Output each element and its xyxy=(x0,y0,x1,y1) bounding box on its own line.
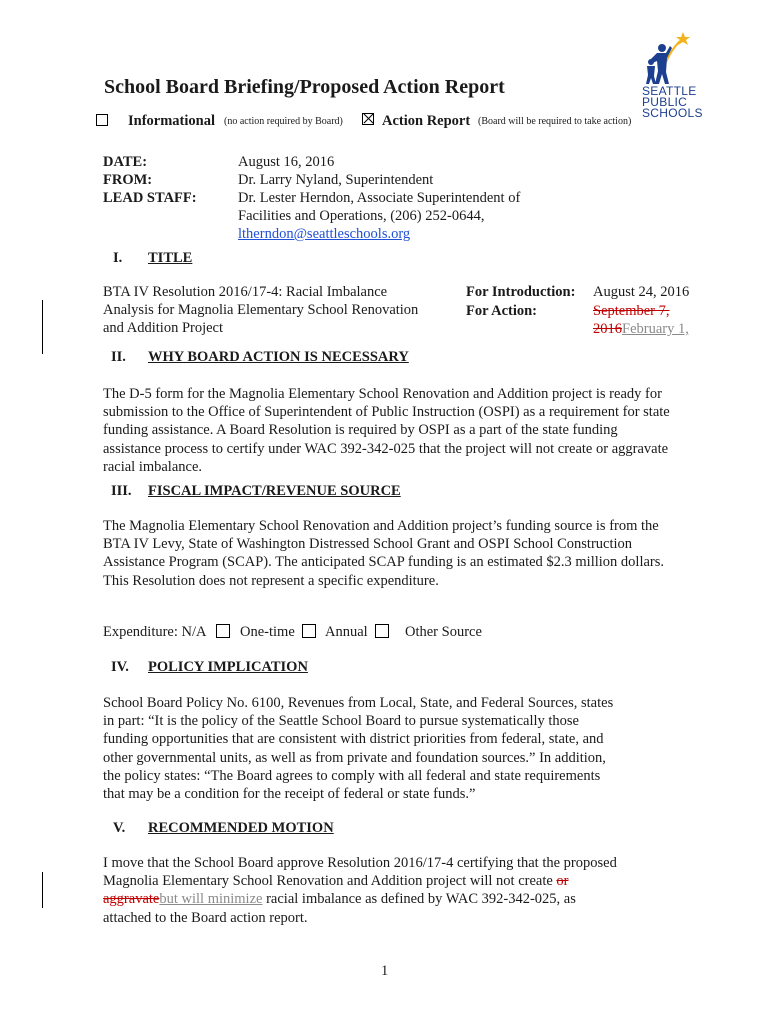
section-1-heading: TITLE xyxy=(148,250,193,266)
change-bar xyxy=(42,300,43,354)
from-label: FROM: xyxy=(103,172,153,188)
informational-note: (no action required by Board) xyxy=(224,116,343,127)
section-4-number: IV. xyxy=(111,659,129,675)
section-3-line: BTA IV Levy, State of Washington Distressed School Grant and OSPI School Construction xyxy=(103,536,633,553)
section-3-number: III. xyxy=(111,483,132,499)
section-2-line: assistance process to certify under WAC 392-342-025 that the project will not create or aggravate xyxy=(103,440,669,457)
section-2-heading: WHY BOARD ACTION IS NECESSARY xyxy=(148,349,409,365)
for-introduction-date: August 24, 2016 xyxy=(593,284,690,300)
section-4-line: other governmental units, as well as from private and foundation sources.” In addition, xyxy=(103,749,606,766)
page-title: School Board Briefing/Proposed Action Report xyxy=(104,76,505,98)
lead-staff-label: LEAD STAFF: xyxy=(103,190,197,206)
lead-staff-line-1: Dr. Lester Herndon, Associate Superintendent of xyxy=(238,190,521,206)
lead-staff-email-link[interactable]: ltherndon@seattleschools.org xyxy=(238,226,411,242)
for-action-deleted-date: September 7, xyxy=(593,303,670,319)
section-5-line xyxy=(103,872,703,890)
for-introduction-label: For Introduction: xyxy=(466,284,576,300)
section-3-line: Assistance Program (SCAP). The anticipated SCAP funding is an estimated $2.3 million dollars. xyxy=(103,554,665,571)
change-bar xyxy=(42,872,43,908)
logo-line-3: SCHOOLS xyxy=(642,106,703,120)
section-1-number: I. xyxy=(113,250,123,266)
from-value: Dr. Larry Nyland, Superintendent xyxy=(238,172,434,188)
annual-label: Annual xyxy=(325,624,368,640)
other-source-label: Other Source xyxy=(405,624,482,640)
annual-checkbox[interactable] xyxy=(375,624,389,638)
action-report-label: Action Report xyxy=(382,113,471,129)
section-2-line: submission to the Office of Superintendent of Public Instruction (OSPI) as a requirement for state xyxy=(103,404,670,421)
section-4-line: that may be a condition for the receipt of federal or state funds.” xyxy=(103,786,476,803)
for-action-deleted-year: 2016 xyxy=(593,321,622,337)
logo-text xyxy=(642,86,703,119)
seattle-public-schools-logo xyxy=(636,28,703,128)
section-4-heading: POLICY IMPLICATION xyxy=(148,659,308,675)
informational-checkbox[interactable] xyxy=(96,114,108,126)
logo-line-1: SEATTLE xyxy=(642,84,697,98)
action-report-checkbox[interactable] xyxy=(362,113,374,125)
date-label: DATE: xyxy=(103,154,148,170)
informational-label: Informational xyxy=(128,113,215,129)
section-5-deleted-text: aggravate xyxy=(103,891,160,908)
action-report-note: (Board will be required to take action) xyxy=(478,116,632,127)
title-text-line-1: BTA IV Resolution 2016/17-4: Racial Imbalance xyxy=(103,284,388,300)
title-text-line-2: Analysis for Magnolia Elementary School Renovation xyxy=(103,302,419,318)
title-text-line-3: and Addition Project xyxy=(103,320,224,336)
section-2-line: funding assistance. A Board Resolution is required by OSPI as a part of the state funding xyxy=(103,422,618,439)
section-2-body xyxy=(103,385,703,476)
section-5-inserted-text: but will minimize xyxy=(159,891,263,908)
section-5-heading: RECOMMENDED MOTION xyxy=(148,820,334,836)
section-4-line: School Board Policy No. 6100, Revenues from Local, State, and Federal Sources, states xyxy=(103,695,614,711)
date-value: August 16, 2016 xyxy=(238,154,335,170)
section-5-number: V. xyxy=(113,820,126,836)
section-2-number: II. xyxy=(111,349,126,365)
for-action-label: For Action: xyxy=(466,303,538,319)
section-3-heading: FISCAL IMPACT/REVENUE SOURCE xyxy=(148,483,401,499)
page-number: 1 xyxy=(381,963,389,979)
expenditure-na-checkbox[interactable] xyxy=(216,624,230,638)
logo-figures-icon xyxy=(636,28,700,86)
section-2-line: racial imbalance. xyxy=(103,458,203,475)
one-time-label: One-time xyxy=(240,624,295,640)
logo-line-2: PUBLIC xyxy=(642,95,688,109)
section-2-line: The D-5 form for the Magnolia Elementary School Renovation and Addition project is ready for xyxy=(103,386,662,402)
section-5-line: attached to the Board action report. xyxy=(103,909,308,926)
section-5-text: Magnolia Elementary School Renovation and Addition project will not create xyxy=(103,873,557,890)
section-4-line: the policy states: “The Board agrees to comply with all federal and state requirements xyxy=(103,767,601,784)
section-5-line: I move that the School Board approve Resolution 2016/17-4 certifying that the proposed xyxy=(103,855,617,871)
section-3-line: The Magnolia Elementary School Renovation and Addition project’s funding source is from the xyxy=(103,518,659,534)
section-4-body xyxy=(103,694,703,803)
for-action-inserted-date: February 1, xyxy=(622,321,689,337)
for-action-revised-date xyxy=(593,320,689,338)
section-4-line: funding opportunities that are consistent with district priorities from federal, state, and xyxy=(103,731,604,748)
section-5-line xyxy=(103,890,703,908)
section-5-text: racial imbalance as defined by WAC 392-342-025, as xyxy=(262,891,576,908)
expenditure-label: Expenditure: N/A xyxy=(103,624,207,640)
section-3-body xyxy=(103,517,703,590)
lead-staff-line-2: Facilities and Operations, (206) 252-0644, xyxy=(238,208,485,224)
one-time-checkbox[interactable] xyxy=(302,624,316,638)
section-5-body xyxy=(103,854,703,927)
section-5-deleted-text: or xyxy=(556,873,569,890)
section-4-line: in part: “It is the policy of the Seattle School Board to pursue systematically those xyxy=(103,713,579,730)
section-3-line: This Resolution does not represent a specific expenditure. xyxy=(103,572,439,589)
